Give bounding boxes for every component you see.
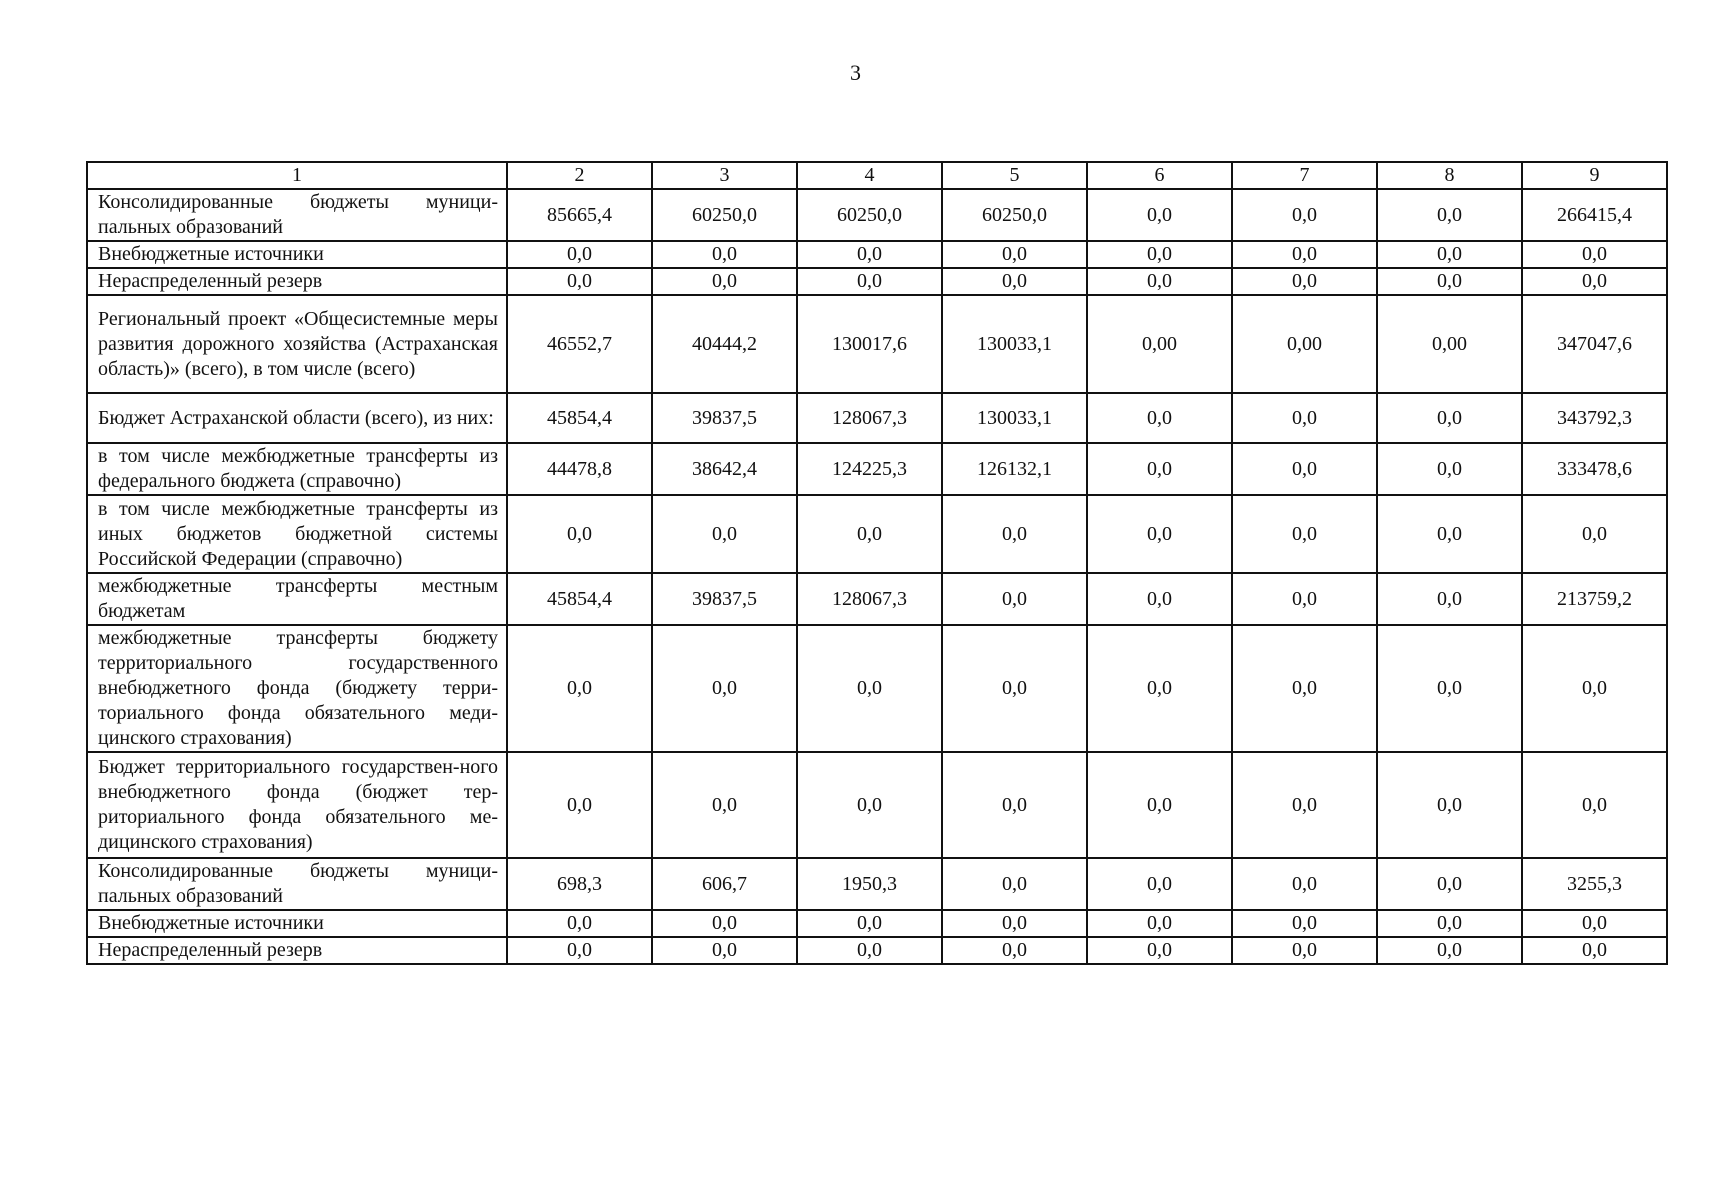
row-value: 0,0	[1377, 858, 1522, 910]
row-value: 0,0	[1087, 625, 1232, 752]
row-value: 45854,4	[507, 573, 652, 625]
table-row	[87, 393, 1667, 443]
table-row	[87, 443, 1667, 495]
row-value: 0,0	[797, 910, 942, 937]
row-value: 0,0	[507, 268, 652, 295]
row-value: 0,0	[1377, 393, 1522, 443]
row-value: 0,0	[1232, 573, 1377, 625]
row-value: 38642,4	[652, 443, 797, 495]
row-value: 0,0	[797, 268, 942, 295]
row-value: 0,0	[1522, 937, 1667, 964]
row-label: Внебюджетные источники	[87, 241, 507, 268]
row-value: 0,0	[507, 937, 652, 964]
row-label: в том числе межбюджетные трансферты из федерального бюджета (справочно)	[87, 443, 507, 495]
row-label: межбюджетные трансферты бюджету территориального государственного внебюджетного фонда (бюджету терри-ториального фонда обязательного меди-цинского страхования)	[87, 625, 507, 752]
row-value: 0,0	[1087, 268, 1232, 295]
row-label: в том числе межбюджетные трансферты из иных бюджетов бюджетной системы Российской Федерации (справочно)	[87, 495, 507, 573]
row-value: 0,0	[797, 625, 942, 752]
row-value: 0,0	[1232, 752, 1377, 858]
row-label: Нераспределенный резерв	[87, 268, 507, 295]
row-value: 0,0	[652, 625, 797, 752]
budget-table	[86, 161, 1668, 965]
row-value: 0,0	[1377, 937, 1522, 964]
row-value: 60250,0	[797, 189, 942, 241]
table-row	[87, 295, 1667, 393]
row-value: 0,0	[1522, 241, 1667, 268]
row-value: 343792,3	[1522, 393, 1667, 443]
row-value: 126132,1	[942, 443, 1087, 495]
row-value: 0,0	[797, 241, 942, 268]
row-value: 60250,0	[942, 189, 1087, 241]
column-number: 8	[1377, 162, 1522, 189]
row-value: 0,0	[942, 752, 1087, 858]
row-value: 0,0	[942, 937, 1087, 964]
table-row	[87, 858, 1667, 910]
row-value: 0,0	[507, 241, 652, 268]
row-value: 85665,4	[507, 189, 652, 241]
row-value: 60250,0	[652, 189, 797, 241]
row-value: 0,0	[942, 573, 1087, 625]
row-value: 0,0	[1377, 573, 1522, 625]
row-value: 606,7	[652, 858, 797, 910]
column-number: 3	[652, 162, 797, 189]
row-value: 0,0	[797, 752, 942, 858]
row-value: 0,0	[1232, 241, 1377, 268]
row-value: 0,0	[1522, 910, 1667, 937]
row-value: 0,0	[1232, 937, 1377, 964]
row-value: 0,0	[1087, 573, 1232, 625]
column-number: 6	[1087, 162, 1232, 189]
row-value: 0,0	[652, 937, 797, 964]
row-value: 0,0	[1087, 189, 1232, 241]
column-number: 2	[507, 162, 652, 189]
row-value: 0,0	[942, 858, 1087, 910]
row-value: 130033,1	[942, 393, 1087, 443]
row-value: 39837,5	[652, 393, 797, 443]
row-value: 0,0	[942, 625, 1087, 752]
row-label: Бюджет территориального государствен-ного внебюджетного фонда (бюджет тер-риториального фонда обязательного ме-дицинского страхования)	[87, 752, 507, 858]
row-value: 0,0	[1087, 858, 1232, 910]
row-value: 0,0	[652, 910, 797, 937]
row-value: 347047,6	[1522, 295, 1667, 393]
column-number: 4	[797, 162, 942, 189]
row-value: 0,0	[1232, 393, 1377, 443]
row-value: 46552,7	[507, 295, 652, 393]
row-value: 130017,6	[797, 295, 942, 393]
table-row	[87, 241, 1667, 268]
row-label: Нераспределенный резерв	[87, 937, 507, 964]
row-value: 128067,3	[797, 573, 942, 625]
row-value: 0,0	[652, 495, 797, 573]
row-value: 0,0	[507, 625, 652, 752]
row-value: 0,00	[1232, 295, 1377, 393]
row-value: 0,0	[942, 910, 1087, 937]
table-row	[87, 625, 1667, 752]
row-value: 0,0	[652, 241, 797, 268]
row-label: Бюджет Астраханской области (всего), из них:	[87, 393, 507, 443]
row-value: 0,0	[1377, 268, 1522, 295]
row-value: 3255,3	[1522, 858, 1667, 910]
row-value: 0,0	[1087, 752, 1232, 858]
column-number: 9	[1522, 162, 1667, 189]
row-value: 0,0	[797, 937, 942, 964]
table-row	[87, 910, 1667, 937]
row-value: 0,0	[1232, 268, 1377, 295]
row-value: 40444,2	[652, 295, 797, 393]
row-value: 0,0	[1232, 495, 1377, 573]
row-value: 0,0	[1522, 752, 1667, 858]
row-value: 1950,3	[797, 858, 942, 910]
row-value: 213759,2	[1522, 573, 1667, 625]
row-value: 0,0	[1377, 241, 1522, 268]
row-value: 0,0	[1232, 858, 1377, 910]
row-value: 44478,8	[507, 443, 652, 495]
row-value: 0,0	[1232, 625, 1377, 752]
row-value: 0,0	[1232, 910, 1377, 937]
row-value: 0,0	[942, 268, 1087, 295]
row-label: Консолидированные бюджеты муници-пальных образований	[87, 858, 507, 910]
row-value: 0,0	[507, 752, 652, 858]
row-label: Внебюджетные источники	[87, 910, 507, 937]
row-value: 0,00	[1377, 295, 1522, 393]
table-header-row	[87, 162, 1667, 189]
row-value: 0,0	[1377, 189, 1522, 241]
row-value: 0,0	[1522, 495, 1667, 573]
row-value: 0,0	[507, 910, 652, 937]
row-value: 698,3	[507, 858, 652, 910]
row-value: 0,0	[1087, 443, 1232, 495]
table-row	[87, 573, 1667, 625]
row-value: 0,0	[1522, 625, 1667, 752]
row-value: 0,0	[507, 495, 652, 573]
row-value: 0,0	[652, 752, 797, 858]
row-value: 0,00	[1087, 295, 1232, 393]
column-number: 1	[87, 162, 507, 189]
row-value: 130033,1	[942, 295, 1087, 393]
row-value: 0,0	[1522, 268, 1667, 295]
row-label: межбюджетные трансферты местным бюджетам	[87, 573, 507, 625]
row-value: 128067,3	[797, 393, 942, 443]
row-value: 0,0	[1377, 625, 1522, 752]
table-row	[87, 268, 1667, 295]
row-value: 0,0	[1232, 189, 1377, 241]
row-label: Региональный проект «Общесистемные меры развития дорожного хозяйства (Астраханская область)» (всего), в том числе (всего)	[87, 295, 507, 393]
row-value: 39837,5	[652, 573, 797, 625]
row-value: 0,0	[1087, 495, 1232, 573]
page-number: 3	[850, 60, 861, 85]
table-row	[87, 189, 1667, 241]
row-value: 0,0	[1377, 752, 1522, 858]
row-value: 0,0	[797, 495, 942, 573]
column-number: 5	[942, 162, 1087, 189]
row-value: 0,0	[1377, 910, 1522, 937]
row-value: 333478,6	[1522, 443, 1667, 495]
row-value: 266415,4	[1522, 189, 1667, 241]
row-label: Консолидированные бюджеты муници-пальных образований	[87, 189, 507, 241]
table-row	[87, 495, 1667, 573]
row-value: 45854,4	[507, 393, 652, 443]
row-value: 0,0	[1377, 495, 1522, 573]
row-value: 0,0	[942, 495, 1087, 573]
table-row	[87, 752, 1667, 858]
row-value: 0,0	[1087, 910, 1232, 937]
row-value: 0,0	[652, 268, 797, 295]
row-value: 0,0	[1087, 241, 1232, 268]
row-value: 0,0	[942, 241, 1087, 268]
column-number: 7	[1232, 162, 1377, 189]
table-row	[87, 937, 1667, 964]
row-value: 0,0	[1377, 443, 1522, 495]
row-value: 0,0	[1087, 393, 1232, 443]
row-value: 0,0	[1232, 443, 1377, 495]
row-value: 0,0	[1087, 937, 1232, 964]
row-value: 124225,3	[797, 443, 942, 495]
